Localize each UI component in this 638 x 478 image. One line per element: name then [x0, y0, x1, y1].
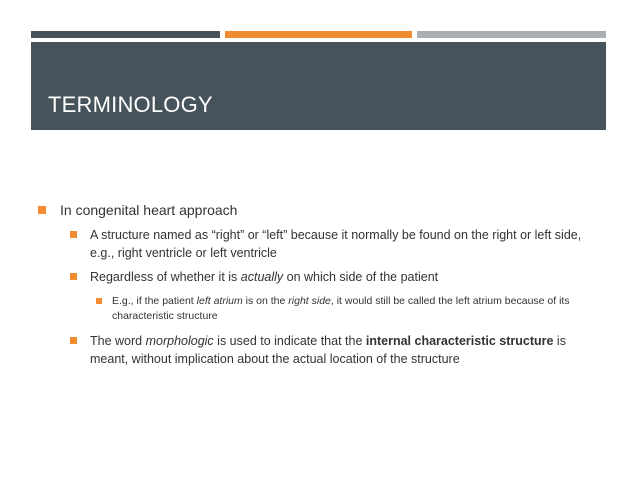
bullet-level3 [96, 294, 596, 324]
bullet-text: E.g., if the patient left atrium is on the right side, it would still be called the left atrium because of its characteristic structure [112, 295, 570, 322]
emphasis-text: morphologic [145, 334, 214, 348]
bullet-square-icon [70, 231, 77, 238]
bullet-level2 [70, 268, 598, 286]
bullet-text: In congenital heart approach [60, 202, 238, 218]
bullet-square-icon [70, 337, 77, 344]
bullet-text: The word morphologic is used to indicate that the internal characteristic structure is meant, without implication about the actual location of the structure [90, 334, 566, 366]
page-title: TERMINOLOGY [48, 92, 213, 117]
bullet-text: Regardless of whether it is actually on which side of the patient [90, 270, 439, 284]
bullet-level1 [38, 201, 598, 219]
bullet-square-icon [96, 298, 102, 304]
title-band [31, 42, 606, 130]
bullet-text: A structure named as “right” or “left” because it normally be found on the right or left side, e.g., right ventricle or left ventricle [90, 228, 582, 260]
strong-text: internal characteristic structure [365, 334, 554, 348]
bullet-square-icon [70, 273, 77, 280]
top-accent-bar-gray [417, 31, 606, 38]
bullet-level2 [70, 332, 598, 368]
top-accent-bar-orange [225, 31, 412, 38]
emphasis-text: left atrium [196, 295, 243, 307]
bullet-level2 [70, 226, 598, 262]
emphasis-text: right side [288, 295, 331, 307]
emphasis-text: actually [240, 270, 284, 284]
bullet-square-icon [38, 206, 46, 214]
top-accent-bar-dark [31, 31, 220, 38]
